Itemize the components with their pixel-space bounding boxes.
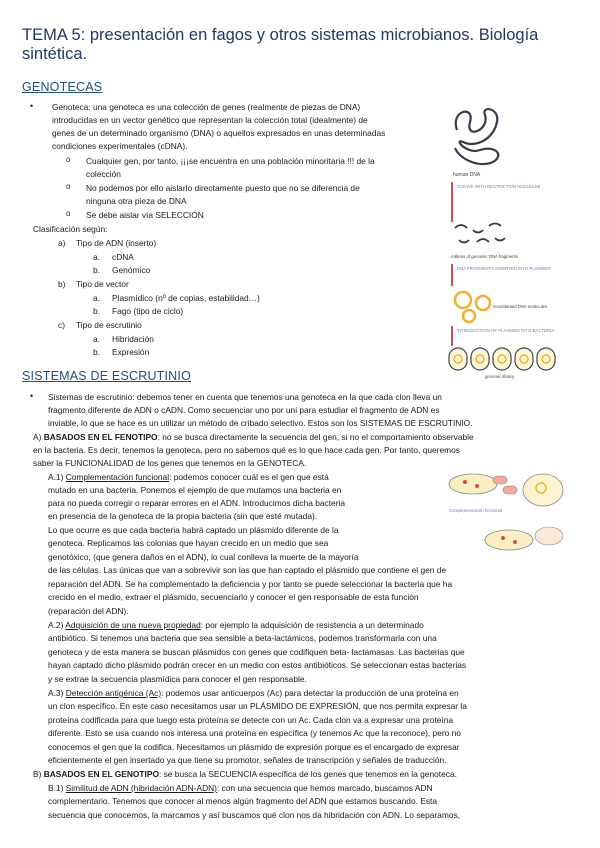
a1-title: Complementación funcional bbox=[65, 472, 170, 482]
colony-dot bbox=[513, 540, 517, 544]
a3-line: conocemos el gen que la codifica. Necesitamos un plásmido de expresión porque es el encargado de expresar bbox=[48, 742, 460, 752]
clasificacion-label: Clasificación según: bbox=[33, 224, 108, 234]
clasif-subitem: Fago (tipo de ciclo) bbox=[112, 306, 184, 316]
a1-prefix: A.1) bbox=[48, 472, 64, 482]
plasmid-circle bbox=[455, 292, 471, 308]
a1-line: Lo que ocurre es que cada bacteria habrá captado un plásmido diferente de la bbox=[48, 525, 339, 535]
arrow-bar bbox=[451, 182, 453, 222]
circle-bullet-icon: o bbox=[66, 209, 71, 218]
human-dna-squiggle bbox=[455, 109, 498, 164]
bullet-icon: • bbox=[30, 101, 34, 111]
fragments-label: millions of genomic DNA fragments bbox=[451, 254, 518, 259]
a1-line: en presencia de la genoteca de la propia bacteria (sin que esté mutada). bbox=[48, 511, 318, 521]
section-a-line: en la bacteria. Es decir, tenemos la genoteca, pero no sabemos qué es lo que hace cada gen. Por tanto, queremos bbox=[33, 445, 460, 455]
clasif-subitem: Expresión bbox=[112, 347, 150, 357]
complementation-figure bbox=[445, 470, 565, 560]
a2-line: hayan captado dicho plásmido podrán crecer en un medio con estos antibióticos. Se seleccionan estas bacterias bbox=[48, 660, 467, 670]
escrutinio-line: fragmento diferente de ADN o cADN. Como secuenciar uno por uni para estudiar el fragmento de ADN es bbox=[48, 405, 440, 415]
a2-line: genoteca y de esta manera se buscan plásmidos con genes que codifiquen beta- lactamasas. Las bacterias que bbox=[48, 647, 465, 657]
recombinant-label: recombinant DNA molecules bbox=[493, 304, 548, 309]
bacteria-row bbox=[449, 348, 555, 370]
a1-line: de las células. Las únicas que van a sobrevivir son las que han captado el plásmido que contiene el gen de bbox=[48, 565, 447, 575]
step-label-intro: INTRODUCTION OF PLASMIDS INTO BACTERIA bbox=[457, 328, 555, 333]
clasif-subitem: cDNA bbox=[112, 252, 134, 262]
a1-line: genoteca. Replicamos las colonias que hayan crecido en un medio que sea bbox=[48, 538, 329, 548]
cell-shape bbox=[535, 527, 563, 545]
sub-bullet: ninguna otra pieza de DNA bbox=[86, 196, 187, 206]
genomic-library-figure bbox=[445, 100, 560, 380]
a1-line: genotóxico, (que genera daños en el ADN), lo cual conlleva la muerte de la mayoría bbox=[48, 552, 359, 562]
clasif-item: Tipo de escrutinio bbox=[76, 320, 142, 330]
a3-title: Detección antigénica (Ac) bbox=[65, 688, 162, 698]
colony-dot bbox=[475, 484, 479, 488]
genoteca-line: Genoteca: una genoteca es una colección de genes (realmente de piezas de DNA) bbox=[52, 102, 361, 112]
plasmid-circle bbox=[463, 310, 475, 322]
section-a-title: BASADOS EN EL FENOTIPO bbox=[43, 432, 158, 442]
a2-text: : por ejemplo la adquisición de resistencia a un determinado bbox=[200, 620, 424, 630]
step-label-insert: DNA FRAGMENTS INSERTED INTO PLASMIDS bbox=[457, 266, 552, 271]
colony-dot bbox=[501, 536, 505, 540]
list-marker: b. bbox=[93, 265, 100, 275]
circle-bullet-icon: o bbox=[66, 182, 71, 191]
a3-line: diferente. Esto se usa cuando nos interesa una proteína en específica (y tenemos Ac que la reconoce), pero no bbox=[48, 728, 461, 738]
section-heading-escrutinio: SISTEMAS DE ESCRUTINIO bbox=[22, 369, 192, 383]
list-marker: c) bbox=[58, 320, 65, 330]
step-label-cleave: CLEAVE WITH RESTRICTION NUCLEASE bbox=[457, 184, 541, 189]
escrutinio-line: inviable, lo que se hace es un utilizar un método de cribado selectivo. Estos son los SISTEMAS DE ESCRUTINIO. bbox=[48, 418, 473, 428]
human-dna-label: human DNA bbox=[453, 172, 481, 178]
genoteca-line: introducidas en un vector genético que representan la colección total (idealmente) de bbox=[52, 115, 368, 125]
petri-dish bbox=[485, 530, 533, 550]
colony-dot bbox=[463, 480, 467, 484]
a3-line: proteína codificada para que luego esta proteína se detecte con un Ac. Cada clon va a expresar una proteína bbox=[48, 715, 454, 725]
clasif-subitem: Plasmídico (nº de copias, estabilidad…) bbox=[112, 293, 260, 303]
circle-bullet-icon: o bbox=[66, 155, 71, 164]
a2-line: y se extrae la secuencia plasmídica para conocer el gen responsable. bbox=[48, 674, 307, 684]
list-marker: a) bbox=[58, 238, 66, 248]
a2-title: Adquisición de una nueva propiedad bbox=[65, 620, 201, 630]
escrutinio-line: Sistemas de escrutinio: debemos tener en cuenta que tenemos una genoteca en la que cada clon lleva un bbox=[48, 392, 442, 402]
sub-bullet: colección bbox=[86, 169, 121, 179]
dna-fragments bbox=[455, 224, 505, 243]
a1-line: reparación del ADN. Se ha complementado la deficiencia y por tanto se puede seleccionar la bacteria que ha bbox=[48, 579, 453, 589]
list-marker: a. bbox=[93, 334, 100, 344]
a3-line: eficientemente el gen insertado ya que tiene su promotor, señales de transcripción y señales de traducción. bbox=[48, 755, 447, 765]
list-marker: A) bbox=[33, 432, 42, 442]
a1-line bbox=[48, 471, 329, 483]
a1-line: crecido en el medio, extraer el plásmido, secuenciarlo y conocer el gen responsable de esta función bbox=[48, 592, 419, 602]
section-a-text: : no se busca directamente la secuencia del gen, si no el comportamiento observable bbox=[157, 432, 474, 442]
clasif-item: Tipo de vector bbox=[76, 279, 129, 289]
library-label: genomic library bbox=[485, 374, 515, 379]
genoteca-line: condiciones experimentales (cDNA). bbox=[52, 141, 188, 151]
page-title: TEMA 5: presentación en fagos y otros sistemas microbianos. Biología sintética. bbox=[22, 26, 539, 63]
a3-text: : podemos usar anticuerpos (Ac) para detectar la producción de una proteína en bbox=[161, 688, 459, 698]
list-marker: b. bbox=[93, 306, 100, 316]
b1-title: Similitud de ADN (hibridación ADN-ADN) bbox=[65, 783, 217, 793]
section-a-line bbox=[33, 431, 474, 443]
list-marker: b. bbox=[93, 347, 100, 357]
clasif-subitem: Hibridación bbox=[112, 334, 154, 344]
a3-line: un clon específico. En este caso necesitamos usar un PLÁSMIDO DE EXPRESIÓN, que nos permita expresar la bbox=[48, 701, 467, 711]
arrow-bar bbox=[451, 326, 453, 346]
a3-line bbox=[48, 687, 459, 699]
list-marker: a. bbox=[93, 293, 100, 303]
section-heading-genotecas: GENOTECAS bbox=[22, 80, 103, 94]
a1-line: (reparación del ADN). bbox=[48, 606, 129, 616]
clasif-subitem: Genómico bbox=[112, 265, 151, 275]
section-b-text: : se busca la SECUENCIA específica de los genes que tenemos en la genoteca. bbox=[158, 769, 457, 779]
bacterium-shape bbox=[493, 476, 507, 484]
bacterium-shape bbox=[503, 486, 517, 494]
list-marker: B) bbox=[33, 769, 42, 779]
genoteca-line: genes de un determinado organismo (DNA) o aquellos expresados en unas determinadas bbox=[52, 128, 386, 138]
cell-shape bbox=[523, 474, 563, 506]
b1-prefix: B.1) bbox=[48, 783, 64, 793]
sub-bullet: Cualquier gen, por tanto, ¡¡¡se encuentra en una población minoritaria !!! de la bbox=[86, 156, 375, 166]
sub-bullet: Se debe aislar vía SELECCIÓN bbox=[86, 210, 204, 220]
b1-line: secuencia que conocemos, la marcamos y así buscamos qué clon nos da hibridación con ADN. Lo separamos, bbox=[48, 810, 460, 820]
bullet-icon: • bbox=[30, 391, 34, 401]
b1-line bbox=[48, 782, 433, 794]
a1-text: : podemos conocer cuál es el gen que está bbox=[169, 472, 329, 482]
list-marker: b) bbox=[58, 279, 66, 289]
section-b-line bbox=[33, 768, 457, 780]
clasif-item: Tipo de ADN (inserto) bbox=[76, 238, 157, 248]
plasmid-circle bbox=[476, 296, 490, 310]
b1-text: : con una secuencia que hemos marcado, buscamos ADN bbox=[216, 783, 433, 793]
a3-prefix: A.3) bbox=[48, 688, 64, 698]
petri-dish bbox=[449, 474, 497, 494]
list-marker: a. bbox=[93, 252, 100, 262]
a1-line: mutado en una bacteria. Ponemos el ejemplo de que mutamos una bacteria en bbox=[48, 485, 342, 495]
a2-line bbox=[48, 619, 424, 631]
a2-line: antibiótico. Si tenemos una bacteria que sea sensible a beta-lactámicos, podemos transformarla con una bbox=[48, 633, 437, 643]
figure-label: Complementación funcional bbox=[449, 508, 503, 513]
a2-prefix: A.2) bbox=[48, 620, 64, 630]
section-a-line: saber la FUNCIONALIDAD de los genes que tenemos en la GENOTECA. bbox=[33, 458, 307, 468]
arrow-bar bbox=[451, 264, 453, 286]
b1-line: complementario. Tenemos que conocer al menos algún fragmento del ADN que estamos buscando. Esta bbox=[48, 796, 438, 806]
sub-bullet: No podemos por ello aislarlo directamente puesto que no se diferencia de bbox=[86, 183, 360, 193]
section-b-title: BASADOS EN EL GENOTIPO bbox=[43, 769, 159, 779]
a1-line: para no pueda corregir o reparar errores en el ADN. Introducimos dicha bacteria bbox=[48, 498, 346, 508]
